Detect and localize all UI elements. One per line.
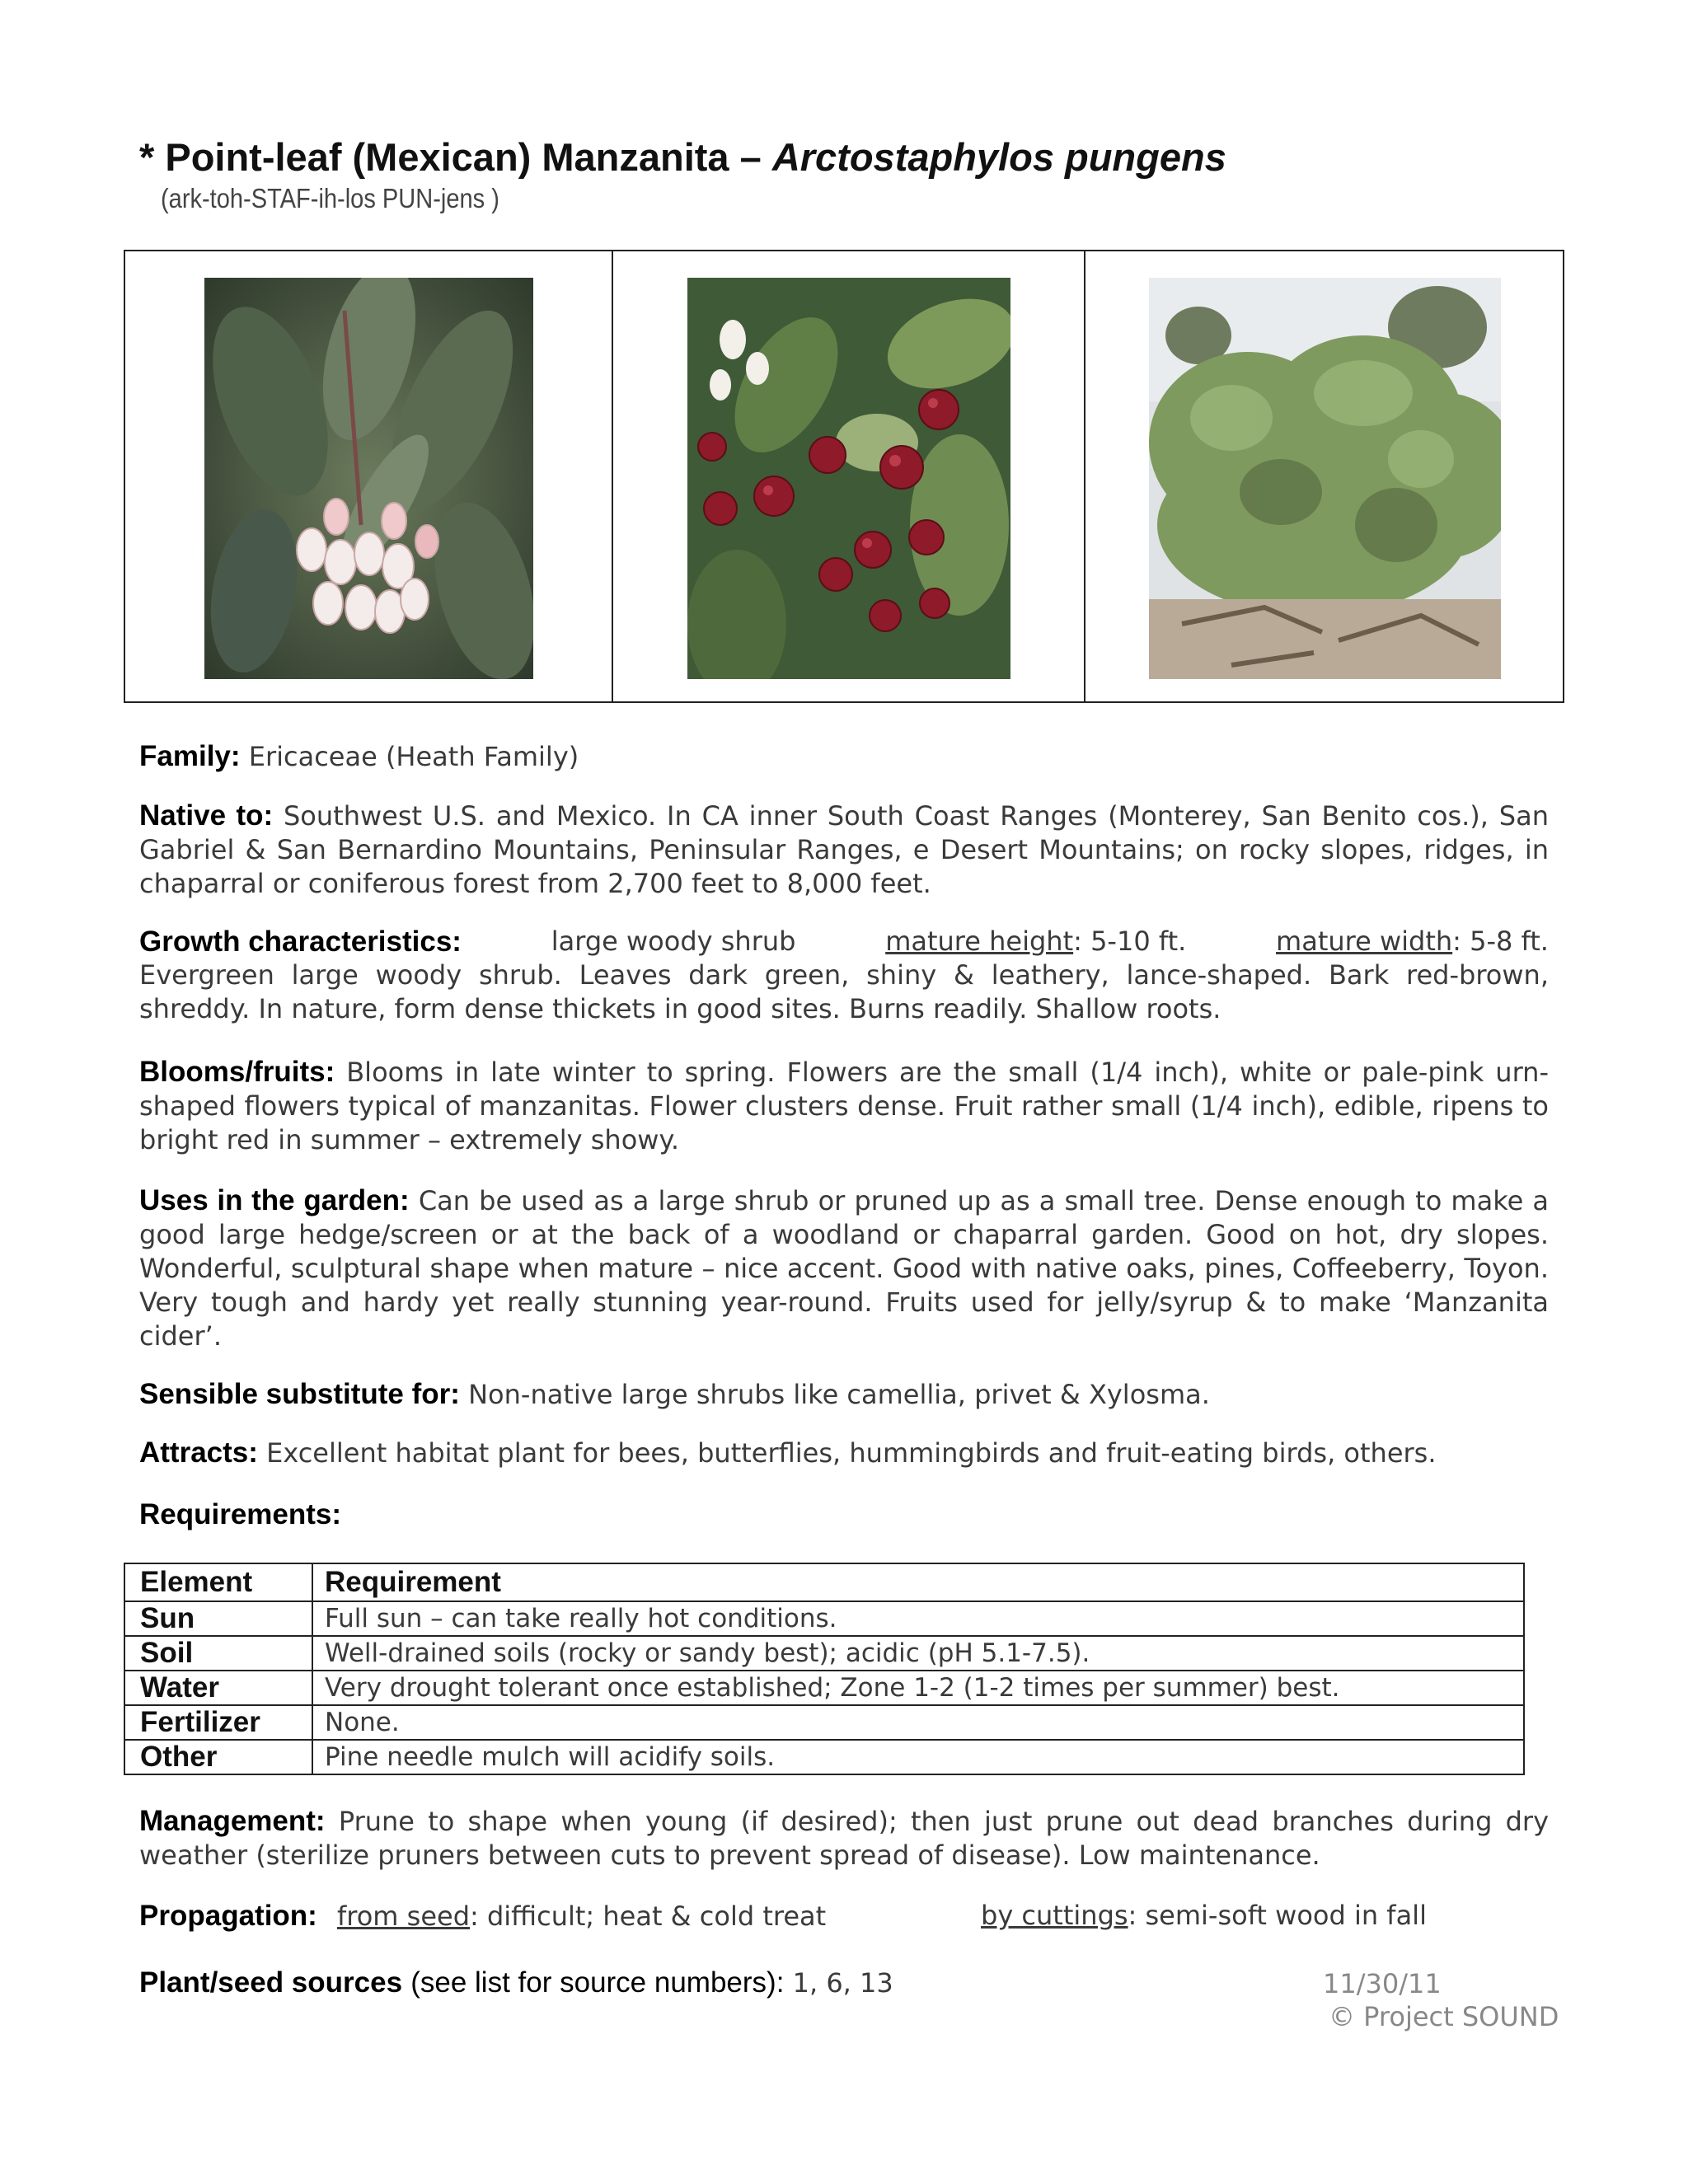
requirements-section [139,1497,1549,1532]
blooms-text: Blooms in late winter to spring. Flowers are the small (1/4 inch), white or pale-pink urn-shaped flowers typical of manzanitas. Flower clusters dense. Fruit rather small (1/4 inch), edible, ripens to bright red in summer – extremely showy. [139,1057,1550,1155]
growth-label: Growth characteristics: [139,926,462,958]
sources-label: Plant/seed sources [139,1966,403,1999]
table-row [124,1740,1524,1774]
common-name: * Point-leaf (Mexican) Manzanita [139,135,729,179]
footer-date: 11/30/11 [1323,1968,1442,1999]
native-text: Southwest U.S. and Mexico. In CA inner South Coast Ranges (Monterey, San Benito cos.), San Gabriel & San Bernardino Mountains, Peninsular Ranges, e Desert Mountains; on rocky slopes, ridges, in chaparral or coniferous forest from 2,700 feet to 8,000 feet. [139,800,1550,899]
pronunciation: (ark-toh-STAF-ih-los PUN-jens ) [161,183,499,213]
table-row [124,1705,1524,1740]
table-row [124,1671,1524,1705]
cuttings-text: : semi-soft wood in fall [1128,1900,1427,1931]
table-row [124,1636,1524,1671]
mature-width-value: : 5-8 ft. [1452,926,1549,957]
native-label: Native to: [139,799,274,832]
growth-first-line [139,925,1549,958]
page-title [139,134,1226,180]
photo-cell-2 [612,251,1084,701]
photo-table [124,250,1564,703]
cuttings-propagation [981,1899,1427,1933]
row-requirement: Pine needle mulch will acidify soils. [312,1740,1524,1774]
row-element: Fertilizer [124,1705,312,1740]
propagation-section [139,1899,1549,1933]
mature-height-label: mature height [885,926,1074,957]
blooms-section [139,1055,1549,1157]
mature-width-label: mature width [1276,926,1453,957]
mature-width [1276,925,1549,958]
scientific-name: Arctostaphylos pungens [771,135,1226,179]
growth-summary: large woody shrub [551,926,796,957]
row-requirement: None. [312,1705,1524,1740]
photo-cell-1 [125,251,612,701]
growth-section [139,925,1549,1026]
mature-height [885,925,1186,958]
uses-label: Uses in the garden: [139,1184,410,1216]
table-row [124,1601,1524,1636]
row-element: Soil [124,1636,312,1671]
shrub-photo [1149,278,1501,679]
attracts-section [139,1436,1549,1470]
requirements-table [124,1563,1525,1775]
propagation-label: Propagation: [139,1900,317,1932]
native-section [139,799,1549,901]
row-requirement: Well-drained soils (rocky or sandy best); acidic (pH 5.1-7.5). [312,1636,1524,1671]
table-header-row [124,1563,1524,1601]
row-element: Sun [124,1601,312,1636]
row-element: Water [124,1671,312,1705]
uses-section [139,1183,1549,1353]
sources-note: (see list for source numbers): [410,1966,785,1999]
row-requirement: Full sun – can take really hot conditions. [312,1601,1524,1636]
management-section [139,1804,1549,1872]
growth-text: Evergreen large woody shrub. Leaves dark green, shiny & leathery, lance-shaped. Bark red-brown, shreddy. In nature, form dense thickets in good sites. Burns readily. Shallow roots. [139,959,1549,1024]
column-header-element: Element [124,1563,312,1601]
sources-value: 1, 6, 13 [792,1967,893,1999]
uses-text: Can be used as a large shrub or pruned up as a small tree. Dense enough to make a good large hedge/screen or at the back of a woodland or chaparral garden. Good on hot, dry slopes. Wonderful, sculptural shape when mature – nice accent. Good with native oaks, pines, Coffeeberry, Toyon. Very tough and hardy yet really stunning year-round. Fruits used for jelly/syrup & to make ‘Manzanita cider’. [139,1185,1550,1352]
flower-cluster-photo [204,278,533,679]
photo-cell-3 [1084,251,1563,701]
management-label: Management: [139,1805,326,1837]
mature-height-value: : 5-10 ft. [1073,926,1187,957]
seed-propagation [337,1900,826,1932]
row-requirement: Very drought tolerant once established; Zone 1-2 (1-2 times per summer) best. [312,1671,1524,1705]
row-element: Other [124,1740,312,1774]
family-text: Ericaceae (Heath Family) [248,741,579,772]
seed-text: : difficult; heat & cold treat [470,1900,827,1932]
family-label: Family: [139,740,241,772]
footer-copyright: © Project SOUND [1329,2001,1559,2032]
family-section [139,739,1549,774]
substitute-section [139,1377,1549,1412]
attracts-text: Excellent habitat plant for bees, butterflies, hummingbirds and fruit-eating birds, others. [266,1437,1437,1469]
red-berries-photo [687,278,1010,679]
title-dash: – [739,135,762,179]
substitute-label: Sensible substitute for: [139,1378,460,1410]
substitute-text: Non-native large shrubs like camellia, privet & Xylosma. [468,1379,1210,1410]
requirements-label: Requirements: [139,1498,342,1530]
attracts-label: Attracts: [139,1436,258,1469]
column-header-requirement: Requirement [312,1563,1524,1601]
seed-label: from seed [337,1900,470,1932]
cuttings-label: by cuttings [981,1900,1128,1931]
blooms-label: Blooms/fruits: [139,1056,335,1088]
management-text: Prune to shape when young (if desired); then just prune out dead branches during dry weather (sterilize pruners between cuts to prevent spread of disease). Low maintenance. [139,1806,1550,1871]
